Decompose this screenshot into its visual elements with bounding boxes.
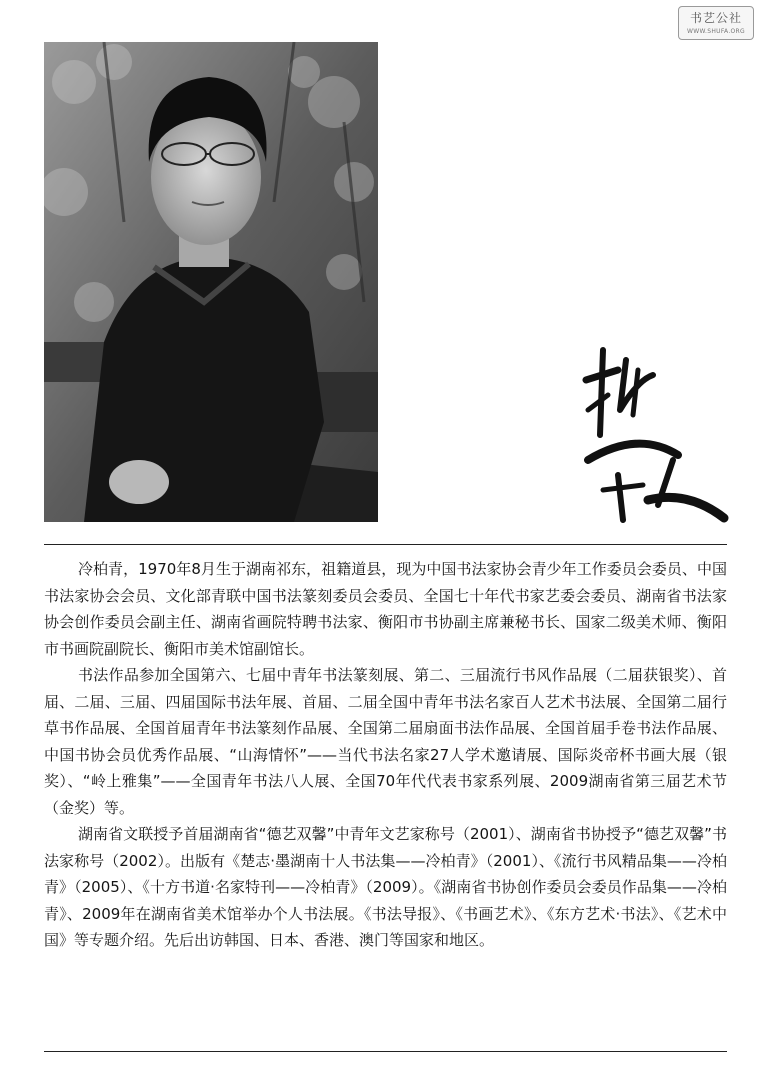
bottom-divider: [44, 1051, 727, 1052]
watermark-brand: 书艺公社: [689, 11, 742, 25]
biography-text: [44, 556, 727, 954]
handwritten-signature: [578, 340, 730, 530]
handwritten-signature-icon: [578, 340, 730, 530]
bio-paragraph-intro: 冷柏青，1970年8月生于湖南祁东，祖籍道县，现为中国书法家协会青少年工作委员会委员、中国书法家协会会员、文化部青联中国书法篆刻委员会委员、全国七十年代书家艺委会委员、湖南省书法家协会创作委员会副主任、湖南省画院特聘书法家、衡阳市书协副主席兼秘书长、国家二级美术师、衡阳市书画院副院长、衡阳市美术馆副馆长。: [44, 560, 727, 658]
portrait-photo-icon: [44, 42, 378, 522]
bio-paragraph-exhibitions: 书法作品参加全国第六、七届中青年书法篆刻展、第二、三届流行书风作品展（二届获银奖）、首届、二届、三届、四届国际书法年展、首届、二届全国中青年书法名家百人艺术书法展、全国第二届行草书作品展、全国首届青年书法篆刻作品展、全国第二届扇面书法作品展、全国首届手卷书法作品展、中国书协会员优秀作品展、“山海情怀”——当代书法名家27人学术邀请展、国际炎帝杯书画大展（银奖）、“岭上雅集”——全国青年书法八人展、全国70年代代表书家系列展、2009湖南省第三届艺术节（金奖）等。: [44, 666, 727, 817]
bio-paragraph-honors: 湖南省文联授予首届湖南省“德艺双馨”中青年文艺家称号（2001）、湖南省书协授予“德艺双馨”书法家称号（2002）。出版有《楚志·墨湖南十人书法集——冷柏青》（2001）、《流行书风精品集——冷柏青》（2005）、《十方书道·名家特刊——冷柏青》（2009）。《湖南省书协创作委员会委员作品集——冷柏青》、2009年在湖南省美术馆举办个人书法展。《书法导报》、《书画艺术》、《东方艺术·书法》、《艺术中国》等专题介绍。先后出访韩国、日本、香港、澳门等国家和地区。: [44, 825, 727, 949]
portrait-photo: [44, 42, 378, 522]
watermark-url: WWW.SHUFA.ORG: [687, 28, 745, 35]
site-watermark: [678, 6, 754, 40]
top-divider: [44, 544, 727, 545]
